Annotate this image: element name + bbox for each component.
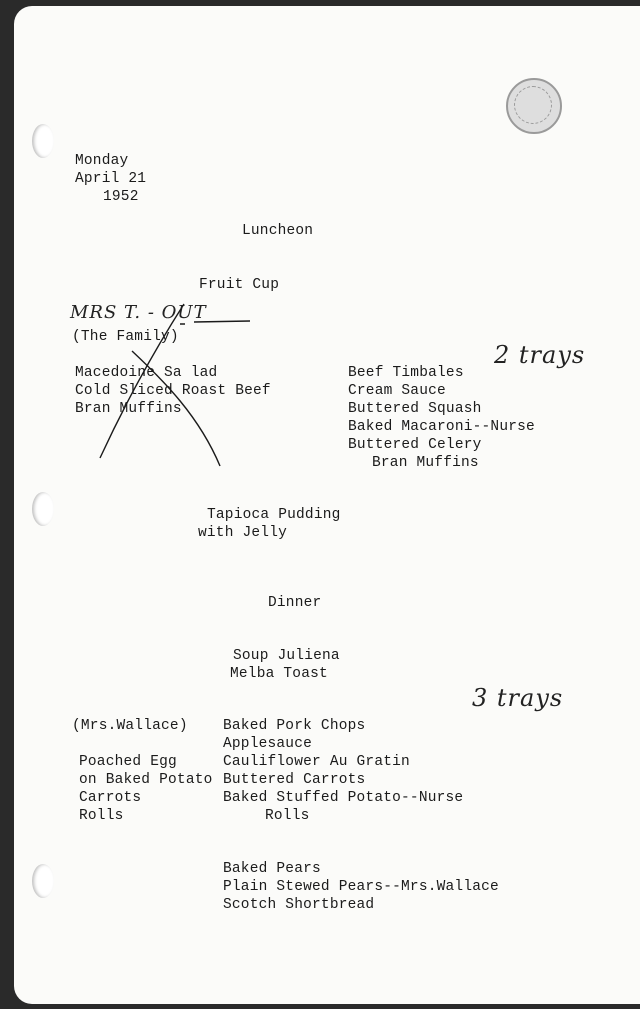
family-menu-item: Bran Muffins (75, 401, 182, 417)
handwritten-cross-out-marks (14, 6, 640, 1004)
wallace-menu-item: Poached Egg (79, 754, 177, 770)
family-menu-item: Cold Sliced Roast Beef (75, 383, 271, 399)
dinner-menu-item: Applesauce (223, 736, 313, 752)
luncheon-dessert-line: with Jelly (198, 525, 288, 541)
dinner-menu-item: Cauliflower Au Gratin (223, 754, 410, 770)
dinner-dessert-line: Baked Pears (223, 861, 321, 877)
trays-menu-item: Baked Macaroni--Nurse (348, 419, 535, 435)
header-date: April 21 (75, 171, 147, 187)
handwritten-note-3-trays: 3 trays (472, 684, 564, 712)
wallace-menu-item: Rolls (79, 808, 124, 824)
trays-menu-item: Buttered Squash (348, 401, 482, 417)
dinner-menu-item: Baked Stuffed Potato--Nurse (223, 790, 464, 806)
luncheon-first-course: Fruit Cup (199, 277, 280, 293)
luncheon-dessert-line: Tapioca Pudding (207, 507, 341, 523)
header-year: 1952 (103, 189, 139, 205)
dinner-title: Dinner (268, 595, 322, 611)
dinner-first-course: Soup Juliena (233, 648, 340, 664)
dinner-menu-item: Baked Pork Chops (223, 718, 366, 734)
trays-menu-item: Bran Muffins (372, 455, 479, 471)
trays-menu-item: Cream Sauce (348, 383, 446, 399)
dinner-first-course: Melba Toast (230, 666, 328, 682)
wallace-menu-item: Carrots (79, 790, 142, 806)
dinner-dessert-line: Scotch Shortbread (223, 897, 375, 913)
handwritten-note-2-trays: 2 trays (494, 341, 586, 369)
trays-menu-item: Beef Timbales (348, 365, 464, 381)
header-day: Monday (75, 153, 129, 169)
trays-menu-item: Buttered Celery (348, 437, 482, 453)
wallace-menu-item: on Baked Potato (79, 772, 213, 788)
menu-page (14, 6, 640, 1004)
family-menu-item: Macedoine Sa lad (75, 365, 218, 381)
handwritten-note-mrs-t-out: MRS T. - OUT (70, 302, 207, 323)
family-label: (The Family) (72, 329, 179, 345)
luncheon-title: Luncheon (242, 223, 314, 239)
wallace-label: (Mrs.Wallace) (72, 718, 188, 734)
dinner-menu-item: Rolls (265, 808, 310, 824)
dinner-dessert-line: Plain Stewed Pears--Mrs.Wallace (223, 879, 499, 895)
dinner-menu-item: Buttered Carrots (223, 772, 366, 788)
